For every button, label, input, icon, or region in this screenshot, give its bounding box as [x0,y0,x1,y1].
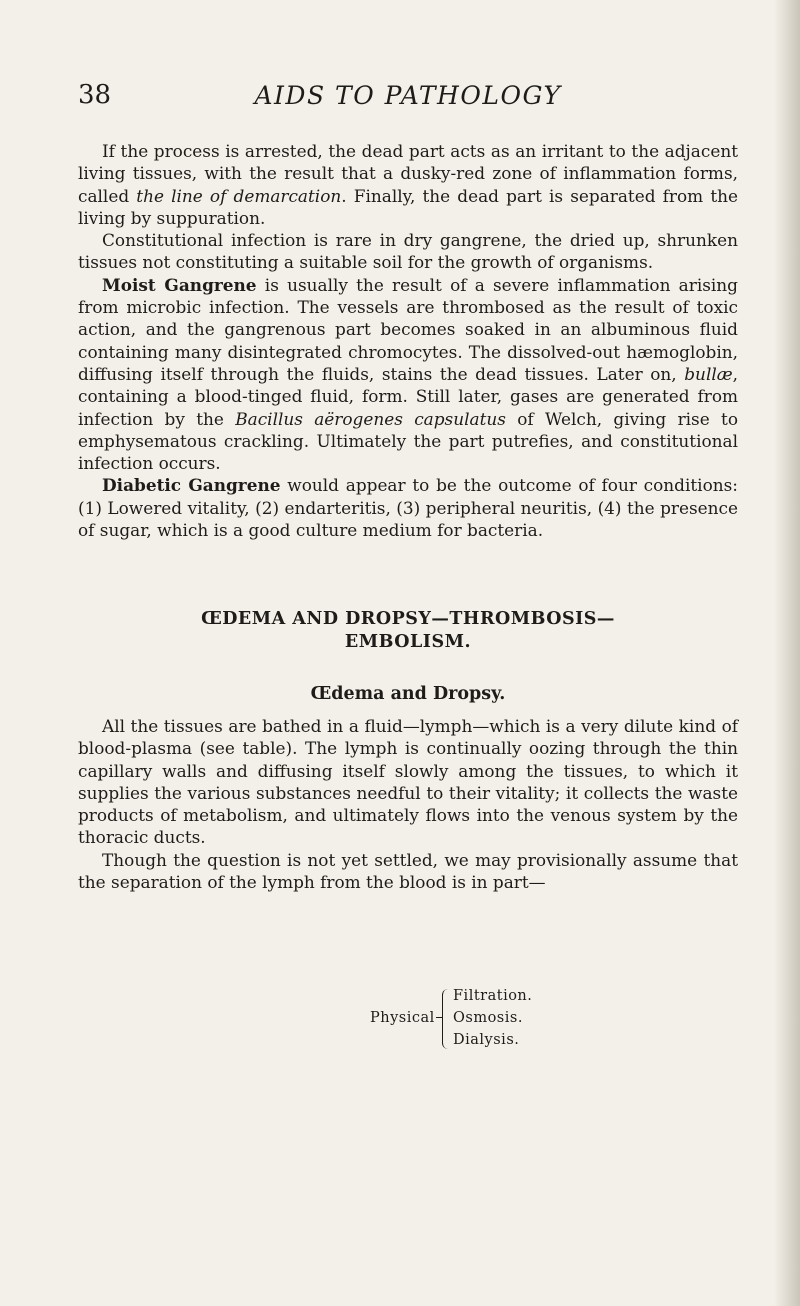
italic-text: Bacillus aërogenes capsulatus [235,408,506,429]
classification-item: Filtration. [453,988,533,1004]
text-run: would appear to be the outcome of four conditions: (1) Lowered vitality, (2) endarteritis, (3) peripheral neuritis, (4) the presence of sugar, which is a good culture medium for bacteria. [78,475,738,541]
page-edge-shadow [774,0,800,1306]
body-text-lower [78,715,738,893]
brace-icon [442,989,448,1049]
classification-group-label: Physical [370,1010,435,1026]
text-run: Though the question is not yet settled, we may provisionally assume that the separation of the lymph from the blood is in part— [78,849,738,893]
classification-items [453,985,532,1051]
text-run: is usually the result of a severe inflammation arising from microbic infection. The vessels are thrombosed as the result of toxic action, and the gangrenous part becomes soaked in an albuminous fluid containing many disintegrated chromocytes. The dissolved-out hæmoglobin, diffusing itself through the fluids, stains the dead tissues. Later on, [78,274,738,384]
run-in-heading: Moist Gangrene [102,274,257,295]
paragraph [78,849,738,894]
classification-item: Dialysis. [453,1032,520,1048]
page-number: 38 [78,80,112,110]
text-run: of Welch, giving rise to emphysematous crackling. Ultimately the part putrefies, and constitutional infection occurs. [78,408,738,474]
section-heading [78,608,738,654]
text-run: All the tissues are bathed in a fluid—lymph—which is a very dilute kind of blood-plasma (see table). The lymph is continually oozing through the thin capillary walls and diffusing itself slowly among the tissues, to which it supplies the various substances needful to their vitality; it collects the waste products of metabolism, and ultimately flows into the venous system by the thoracic ducts. [78,716,738,848]
subsection-heading: Œdema and Dropsy. [310,684,506,704]
paragraph [78,715,738,849]
run-in-heading: Diabetic Gangrene [102,475,281,496]
italic-text: bullæ [684,363,733,384]
text-run: . Finally, the dead part is separated from the living by suppuration. [78,185,738,228]
classification-item: Osmosis. [453,1010,523,1026]
classification-list [370,985,570,1055]
section-heading-line-1: ŒDEMA AND DROPSY—THROMBOSIS— [201,609,615,629]
text-run: If the process is arrested, the dead part acts as an irritant to the adjacent living tissues, with the result that a dusky-red zone of inflammation forms, called [78,141,738,206]
text-run: Constitutional infection is rare in dry gangrene, the dried up, shrunken tissues not constituting a suitable soil for the growth of organisms. [78,230,738,273]
text-run: , containing a blood-tinged fluid, form. Still later, gases are generated from infection by the [78,363,738,429]
paragraph [78,274,738,475]
paragraph [78,140,738,229]
section-heading-line-2: EMBOLISM. [344,632,472,652]
page-header [78,80,738,120]
brace-tip [436,1017,442,1018]
body-text-upper [78,140,738,541]
paragraph [78,474,738,541]
paragraph [78,229,738,274]
running-head: AIDS TO PATHOLOGY [254,81,562,110]
italic-text: the line of demarcation [136,185,342,206]
